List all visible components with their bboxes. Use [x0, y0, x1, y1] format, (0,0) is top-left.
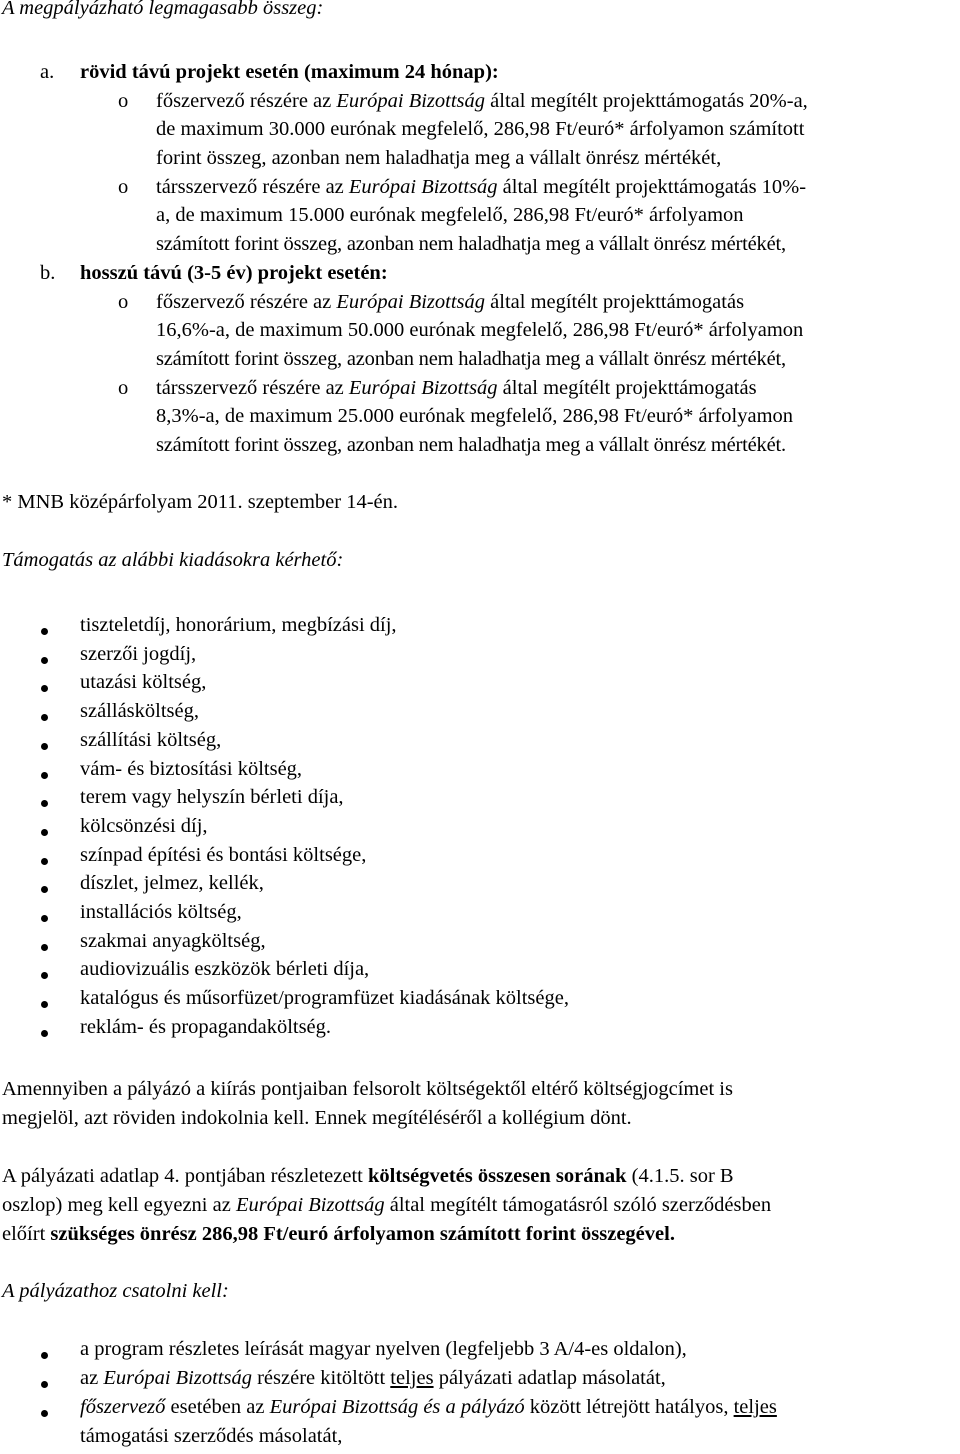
eligible-cost-item: katalógus és műsorfüzet/programfüzet kiadásának költsége,	[80, 987, 569, 1010]
eligible-cost-item: tiszteletdíj, honorárium, megbízási díj,	[80, 614, 397, 636]
paragraph-budget-line1: A pályázati adatlap 4. pontjában részletezett költségvetés összesen sorának (4.1.5. sor B	[2, 1165, 734, 1187]
bullet-icon	[41, 743, 48, 750]
bullet-icon	[41, 1001, 48, 1008]
section-heading-attachments: A pályázathoz csatolni kell:	[2, 1280, 229, 1302]
eligible-cost-item: installációs költség,	[80, 901, 242, 923]
eligible-cost-item: utazási költség,	[80, 671, 207, 694]
list-marker-a: a.	[40, 61, 55, 83]
bullet-icon	[41, 915, 48, 922]
long-main-organizer-line1: főszervező részére az Európai Bizottság által megítélt projekttámogatás	[156, 291, 745, 313]
bullet-icon	[41, 800, 48, 807]
attachment-item-grant-agreement-line2: támogatási szerződés másolatát,	[80, 1425, 343, 1447]
short-co-organizer-line1: társszervező részére az Európai Bizottság által megítélt projekttámogatás 10%-	[156, 176, 807, 198]
attachment-item-grant-agreement-line1: főszervező esetében az Európai Bizottság és a pályázó között létrejött hatályos, teljes	[80, 1396, 777, 1418]
bullet-icon	[41, 886, 48, 893]
eligible-cost-item: színpad építési és bontási költsége,	[80, 843, 367, 866]
attachment-item-application-form: az Európai Bizottság részére kitöltött teljes pályázati adatlap másolatát,	[80, 1367, 666, 1389]
bullet-icon	[41, 714, 48, 721]
eligible-cost-item: szállásköltség,	[80, 700, 199, 723]
eligible-cost-item: szakmai anyagköltség,	[80, 929, 266, 952]
sub-marker-b2: o	[118, 377, 129, 399]
bullet-icon	[41, 772, 48, 779]
bullet-icon	[41, 1381, 48, 1388]
sub-marker-a1: o	[118, 90, 129, 112]
bullet-icon	[41, 685, 48, 692]
sub-marker-b1: o	[118, 291, 129, 313]
short-co-organizer-line3: számított forint összeg, azonban nem haladhatja meg a vállalt önrész mértékét,	[156, 233, 786, 255]
short-co-organizer-line2: a, de maximum 15.000 eurónak megfelelő, 286,98 Ft/euró* árfolyamon	[156, 204, 744, 226]
footnote-mnb-rate: * MNB középárfolyam 2011. szeptember 14-én.	[2, 491, 399, 513]
paragraph-other-costs-line1: Amennyiben a pályázó a kiírás pontjaiban felsorolt költségektől eltérő költségjogcímet is	[2, 1078, 733, 1100]
sub-marker-a2: o	[118, 176, 129, 198]
eligible-cost-item: szállítási költség,	[80, 728, 222, 751]
list-marker-b: b.	[40, 262, 56, 284]
eligible-cost-item: audiovizuális eszközök bérleti díja,	[80, 958, 370, 981]
section-heading-max-amount: A megpályázható legmagasabb összeg:	[2, 0, 324, 19]
paragraph-budget-line2: oszlop) meg kell egyezni az Európai Bizottság által megítélt támogatásról szóló szerződésben	[2, 1194, 772, 1216]
bullet-icon	[41, 972, 48, 979]
bullet-icon	[41, 829, 48, 836]
eligible-cost-item: kölcsönzési díj,	[80, 814, 208, 837]
paragraph-other-costs-line2: megjelöl, azt röviden indokolnia kell. Ennek megítéléséről a kollégium dönt.	[2, 1107, 632, 1129]
short-main-organizer-line2: de maximum 30.000 eurónak megfelelő, 286,98 Ft/euró* árfolyamon számított	[156, 118, 805, 140]
bullet-icon	[41, 858, 48, 865]
long-co-organizer-line1: társszervező részére az Európai Bizottság által megítélt projekttámogatás	[156, 377, 757, 399]
long-co-organizer-line3: számított forint összeg, azonban nem haladhatja meg a vállalt önrész mértékét.	[156, 434, 786, 456]
section-heading-eligible-costs: Támogatás az alábbi kiadásokra kérhető:	[2, 549, 344, 571]
bullet-icon	[41, 1030, 48, 1037]
eligible-cost-item: díszlet, jelmez, kellék,	[80, 872, 264, 895]
bullet-icon	[41, 1410, 48, 1417]
eligible-cost-item: szerzői jogdíj,	[80, 642, 197, 665]
bullet-icon	[41, 657, 48, 664]
bullet-icon	[41, 628, 48, 635]
bullet-icon	[41, 1352, 48, 1359]
long-main-organizer-line2: 16,6%-a, de maximum 50.000 eurónak megfelelő, 286,98 Ft/euró* árfolyamon	[156, 319, 804, 341]
paragraph-budget-line3: előírt szükséges önrész 286,98 Ft/euró árfolyamon számított forint összegével.	[2, 1223, 675, 1245]
eligible-cost-item: reklám- és propagandaköltség.	[80, 1015, 332, 1038]
long-co-organizer-line2: 8,3%-a, de maximum 25.000 eurónak megfelelő, 286,98 Ft/euró* árfolyamon	[156, 405, 794, 427]
short-main-organizer-line1: főszervező részére az Európai Bizottság által megítélt projekttámogatás 20%-a,	[156, 90, 808, 112]
attachment-item-program-description: a program részletes leírását magyar nyelven (legfeljebb 3 A/4-es oldalon),	[80, 1338, 687, 1360]
eligible-cost-item: vám- és biztosítási költség,	[80, 757, 303, 780]
bullet-icon	[41, 944, 48, 951]
long-main-organizer-line3: számított forint összeg, azonban nem haladhatja meg a vállalt önrész mértékét,	[156, 348, 786, 370]
short-main-organizer-line3: forint összeg, azonban nem haladhatja meg a vállalt önrész mértékét,	[156, 147, 722, 169]
short-project-title: rövid távú projekt esetén (maximum 24 hónap):	[80, 61, 499, 83]
eligible-cost-item: terem vagy helyszín bérleti díja,	[80, 786, 344, 809]
long-project-title: hosszú távú (3-5 év) projekt esetén:	[80, 262, 388, 284]
